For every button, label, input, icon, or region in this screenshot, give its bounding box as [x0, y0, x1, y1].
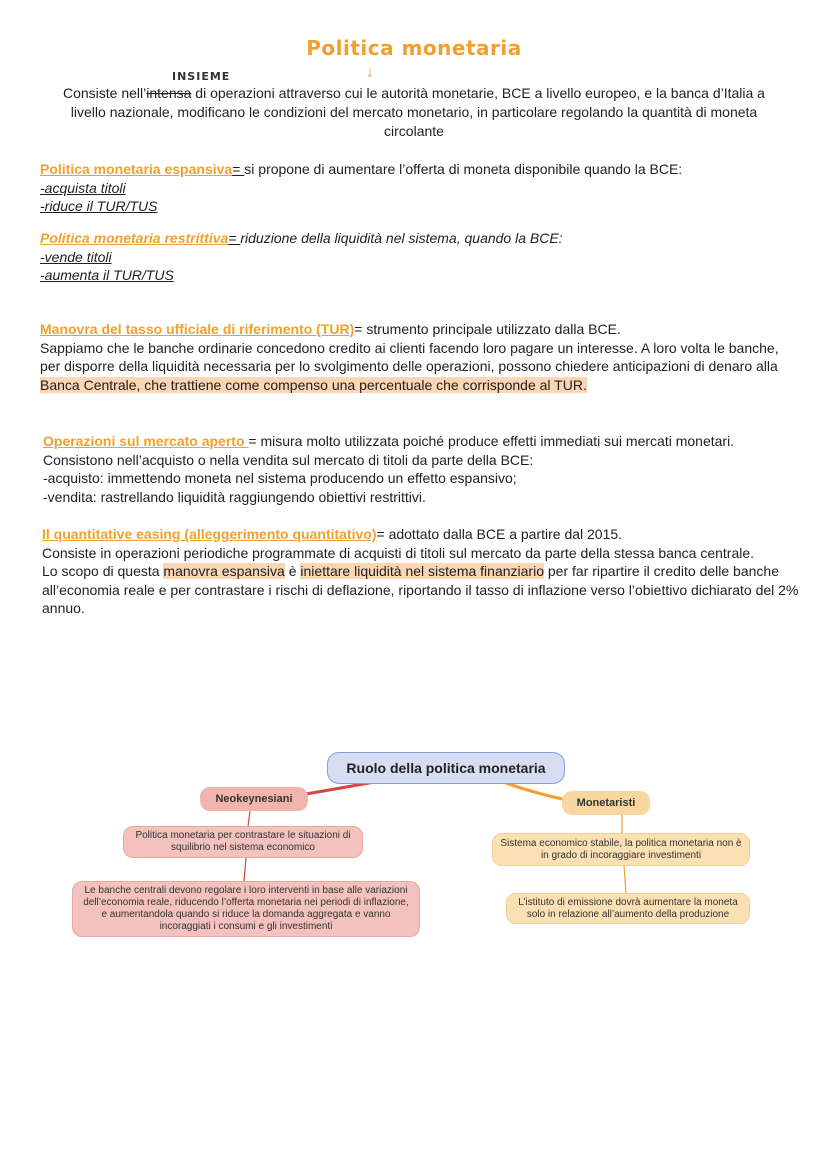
espansiva-section: Politica monetaria espansiva= si propone di aumentare l’offerta di moneta disponibile quando la BCE: -acquista titoli -riduce il TUR/TUS	[40, 160, 790, 216]
monetaristi-label: Monetaristi	[562, 791, 650, 815]
list-item: -vende titoli	[40, 248, 112, 265]
page-title: Politica monetaria	[306, 36, 522, 60]
mon-box-1: Sistema economico stabile, la politica monetaria non è in grado di incoraggiare investimenti	[492, 833, 750, 866]
list-item: -aumenta il TUR/TUS	[40, 267, 174, 283]
mon-box-2: L’istituto di emissione dovrà aumentare la moneta solo in relazione all’aumento della produzione	[506, 893, 750, 924]
mercato-heading: Operazioni sul mercato aperto	[43, 433, 249, 449]
list-item: -riduce il TUR/TUS	[40, 198, 158, 214]
restrittiva-heading: Politica monetaria restrittiva	[40, 230, 229, 246]
list-item: -acquista titoli	[40, 179, 126, 196]
struck-word: intensa	[146, 85, 192, 101]
qe-section: Il quantitative easing (alleggerimento quantitativo)= adottato dalla BCE a partire dal 2015. Consiste in operazioni periodiche programmate di acquisti di titoli sul mercato da parte della stessa banca centrale. Lo scopo di questa manovra espansiva è iniettare liquidità nel sistema finanziario per far ripartire il credito delle banche all’economia reale e per contrastare i rischi di deflazione, riportando il tasso di inflazione verso l’obiettivo dichiarato del 2% annuo.	[42, 526, 799, 616]
mindmap-central-node: Ruolo della politica monetaria	[327, 752, 565, 784]
restrittiva-section: Politica monetaria restrittiva= riduzione della liquidità nel sistema, quando la BCE: -vende titoli -aumenta il TUR/TUS	[40, 229, 790, 285]
highlight: Banca Centrale, che trattiene come compenso una percentuale che corrisponde al TUR.	[40, 376, 587, 393]
espansiva-heading: Politica monetaria espansiva	[40, 161, 233, 177]
connector-neo-box1	[248, 811, 250, 826]
tur-section: Manovra del tasso ufficiale di riferimento (TUR)= strumento principale utilizzato dalla BCE. Sappiamo che le banche ordinarie concedono credito ai clienti facendo loro pagare un interesse. A loro volta le banche, per disporre della liquidità necessaria per lo svolgimento delle operazioni, possono chiedere anticipazioni di denaro alla Banca Centrale, che trattiene come compenso una percentuale che corrisponde al TUR.	[40, 321, 779, 393]
connector-mon-box2	[624, 866, 626, 893]
tur-heading: Manovra del tasso ufficiale di riferimento (TUR)	[40, 321, 355, 337]
neokeynesiani-label: Neokeynesiani	[200, 787, 308, 811]
down-arrow-icon: ↓	[366, 64, 374, 81]
handwritten-note: INSIEME	[172, 70, 231, 83]
highlight: iniettare liquidità nel sistema finanziario	[300, 563, 544, 579]
qe-heading: Il quantitative easing (alleggerimento quantitativo)	[42, 526, 377, 542]
neo-box-2: Le banche centrali devono regolare i loro interventi in base alle variazioni dell’economia reale, riducendo l’offerta monetaria nei periodi di inflazione, e aumentandola quando si riduce la domanda aggregata e vanno incoraggiati i consumi e gli investimenti	[72, 881, 420, 937]
neo-box-1: Politica monetaria per contrastare le situazioni di squilibrio nel sistema economico	[123, 826, 363, 858]
connector-neo-box2	[244, 858, 246, 881]
mercato-section: Operazioni sul mercato aperto = misura molto utilizzata poiché produce effetti immediati sui mercati monetari. Consistono nell’acquisto o nella vendita sul mercato di titoli da parte della BCE: -acquisto: immettendo moneta nel sistema producendo un effetto espansivo; -vendita: rastrellando liquidità raggiungendo obiettivi restrittivi.	[43, 433, 735, 505]
highlight: manovra espansiva	[163, 563, 285, 579]
intro-paragraph: Consiste nell’intensa di operazioni attraverso cui le autorità monetarie, BCE a livello europeo, e la banca d’Italia a livello nazionale, modificano le condizioni del mercato monetario, in particolare regolando la quantità di moneta circolante	[63, 85, 765, 139]
